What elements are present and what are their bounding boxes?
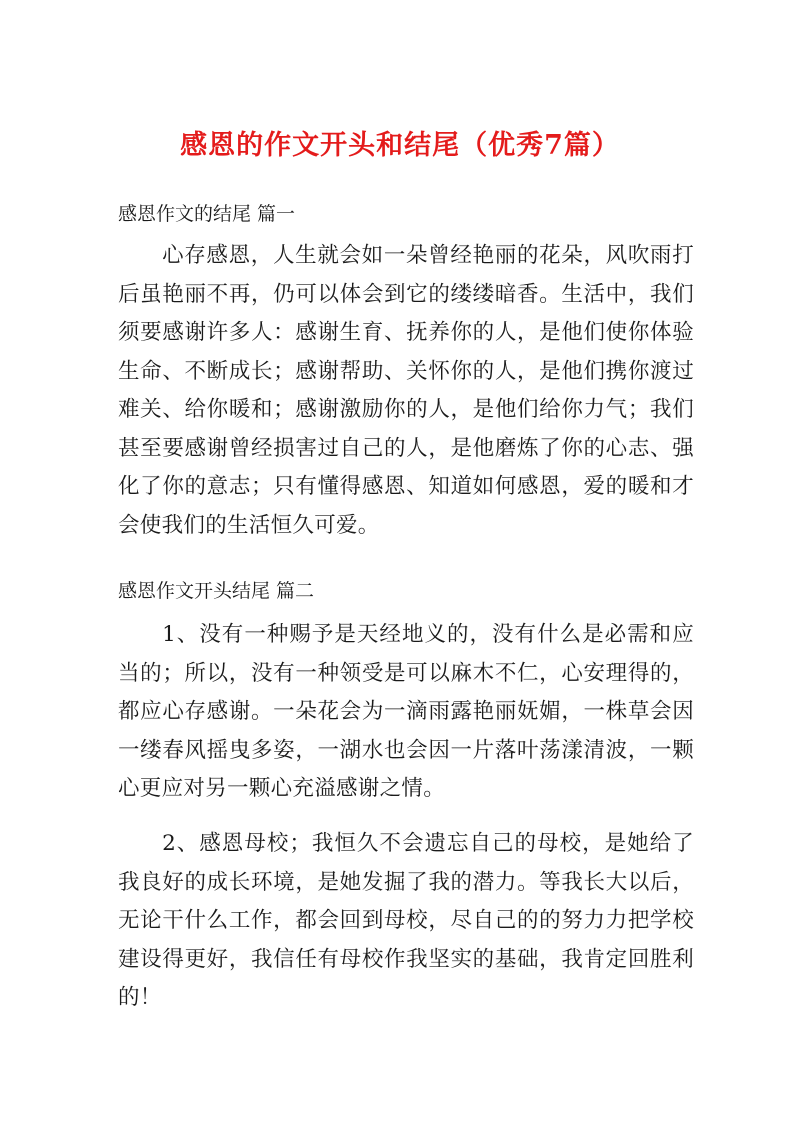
section-heading-2: 感恩作文开头结尾 篇二 <box>118 580 315 602</box>
document-title: 感恩的作文开头和结尾（优秀7篇） <box>180 130 620 161</box>
section-1-paragraph-1: 心存感恩，人生就会如一朵曾经艳丽的花朵，风吹雨打后虽艳丽不再，仍可以体会到它的缕缕暗香。生活中，我们须要感谢许多人：感谢生育、抚养你的人，是他们使你体验生命、不断成长；感谢帮助、关怀你的人，是他们携你渡过难关、给你暖和；感谢激励你的人，是他们给你力气；我们甚至要感谢曾经损害过自己的人，是他磨炼了你的心志、强化了你的意志；只有懂得感恩、知道如何感恩，爱的暖和才会使我们的生活恒久可爱。 <box>118 243 694 538</box>
section-2-paragraph-2: 2、感恩母校；我恒久不会遗忘自己的母校，是她给了我良好的成长环境，是她发掘了我的潜力。等我长大以后，无论干什么工作，都会回到母校，尽自己的的努力力把学校建设得更好，我信任有母校作我坚实的基础，我肯定回胜利的！ <box>118 831 694 1010</box>
section-2-paragraph-1: 1、没有一种赐予是天经地义的，没有什么是必需和应当的；所以，没有一种领受是可以麻木不仁，心安理得的，都应心存感谢。一朵花会为一滴雨露艳丽妩媚，一株草会因一缕春风摇曳多姿，一湖水也会因一片落叶荡漾清波，一颗心更应对另一颗心充溢感谢之情。 <box>118 622 694 801</box>
section-heading-1: 感恩作文的结尾 篇一 <box>118 203 296 225</box>
